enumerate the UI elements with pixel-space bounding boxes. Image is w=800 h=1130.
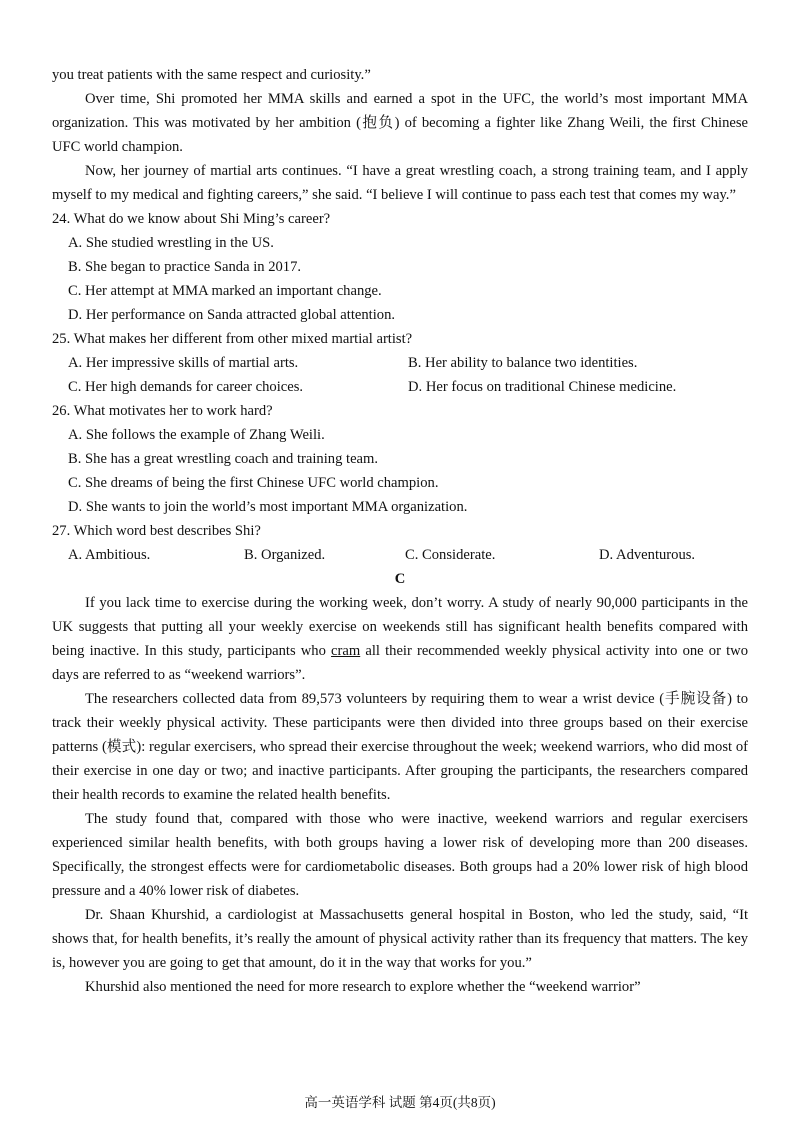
passage-c-text: all their recommended weekly physical activity into one or two days are referred to as “weekend warriors”.	[52, 643, 748, 683]
option-d: D. She wants to join the world’s most important MMA organization.	[68, 499, 468, 515]
option-a: A. She follows the example of Zhang Weili.	[68, 427, 325, 443]
option-c: C. Considerate.	[405, 547, 496, 563]
passage-c-paragraph-3: The study found that, compared with those who were inactive, weekend warriors and regular exercisers experienced similar health benefits, with both groups having a lower risk of developing more than 200 diseases. Specifically, the strongest effects were for cardiometabolic diseases. Both groups had a 20% lower risk of high blood pressure and a 40% lower risk of diabetes.	[52, 811, 748, 899]
option-a: A. She studied wrestling in the US.	[68, 235, 274, 251]
option-b: B. She began to practice Sanda in 2017.	[68, 259, 302, 275]
question-stem: 27. Which word best describes Shi?	[52, 523, 261, 539]
option-b: B. She has a great wrestling coach and training team.	[68, 451, 379, 467]
option-row	[52, 375, 748, 399]
option-d: D. Her focus on traditional Chinese medicine.	[408, 379, 677, 395]
question-stem: 24. What do we know about Shi Ming’s career?	[52, 211, 331, 227]
option-c: C. Her attempt at MMA marked an important change.	[68, 283, 382, 299]
question-25	[52, 327, 748, 399]
option-b: B. Organized.	[244, 547, 326, 563]
option-row	[52, 543, 748, 567]
passage-c-paragraph-1	[52, 591, 748, 687]
option-a: A. Ambitious.	[68, 547, 151, 563]
passage-b-paragraph-1: Over time, Shi promoted her MMA skills and earned a spot in the UFC, the world’s most important MMA organization. This was motivated by her ambition (抱负) of becoming a fighter like Zhang Weili, the first Chinese UFC world champion.	[52, 91, 748, 155]
question-stem: 26. What motivates her to work hard?	[52, 403, 273, 419]
option-c: C. She dreams of being the first Chinese UFC world champion.	[68, 475, 439, 491]
page-footer: 高一英语学科 试题 第4页(共8页)	[304, 1095, 496, 1110]
option-b: B. Her ability to balance two identities.	[408, 355, 638, 371]
section-heading: C	[394, 571, 406, 587]
passage-c-paragraph-5: Khurshid also mentioned the need for more research to explore whether the “weekend warrior”	[85, 979, 641, 995]
underlined-word: cram	[331, 643, 361, 659]
passage-b-paragraph-2: Now, her journey of martial arts continues. “I have a great wrestling coach, a strong training team, and I apply myself to my medical and fighting careers,” she said. “I believe I will continue to pass each test that comes my way.”	[52, 163, 748, 203]
passage-c-paragraph-4: Dr. Shaan Khurshid, a cardiologist at Massachusetts general hospital in Boston, who led the study, said, “It shows that, for health benefits, it’s really the amount of physical activity rather than its frequency that matters. The key is, however you are going to get that amount, do it in the way that works for you.”	[52, 907, 748, 971]
question-27	[52, 519, 748, 567]
passage-c-text: If you lack time to exercise during the working week, don’t worry. A study of nearly 90,000 participants in the UK suggests that putting all your weekly exercise on weekends still has significant health benefits compared with being inactive. In this study, participants who	[52, 595, 748, 659]
option-row	[52, 351, 748, 375]
question-26	[52, 399, 748, 519]
option-d: D. Adventurous.	[599, 547, 696, 563]
question-stem: 25. What makes her different from other mixed martial artist?	[52, 331, 413, 347]
passage-c-paragraph-2: The researchers collected data from 89,573 volunteers by requiring them to wear a wrist device (手腕设备) to track their weekly physical activity. These participants were then divided into three groups based on their exercise patterns (模式): regular exercisers, who spread their exercise throughout the week; weekend warriors, who did most of their exercise in one day or two; and inactive participants. After grouping the participants, the researchers compared their health records to examine the related health benefits.	[52, 691, 748, 803]
passage-b-line: you treat patients with the same respect and curiosity.”	[52, 67, 371, 83]
option-d: D. Her performance on Sanda attracted global attention.	[68, 307, 396, 323]
question-24	[52, 207, 748, 327]
page-content	[52, 63, 748, 999]
option-c: C. Her high demands for career choices.	[68, 379, 304, 395]
option-a: A. Her impressive skills of martial arts.	[68, 355, 299, 371]
